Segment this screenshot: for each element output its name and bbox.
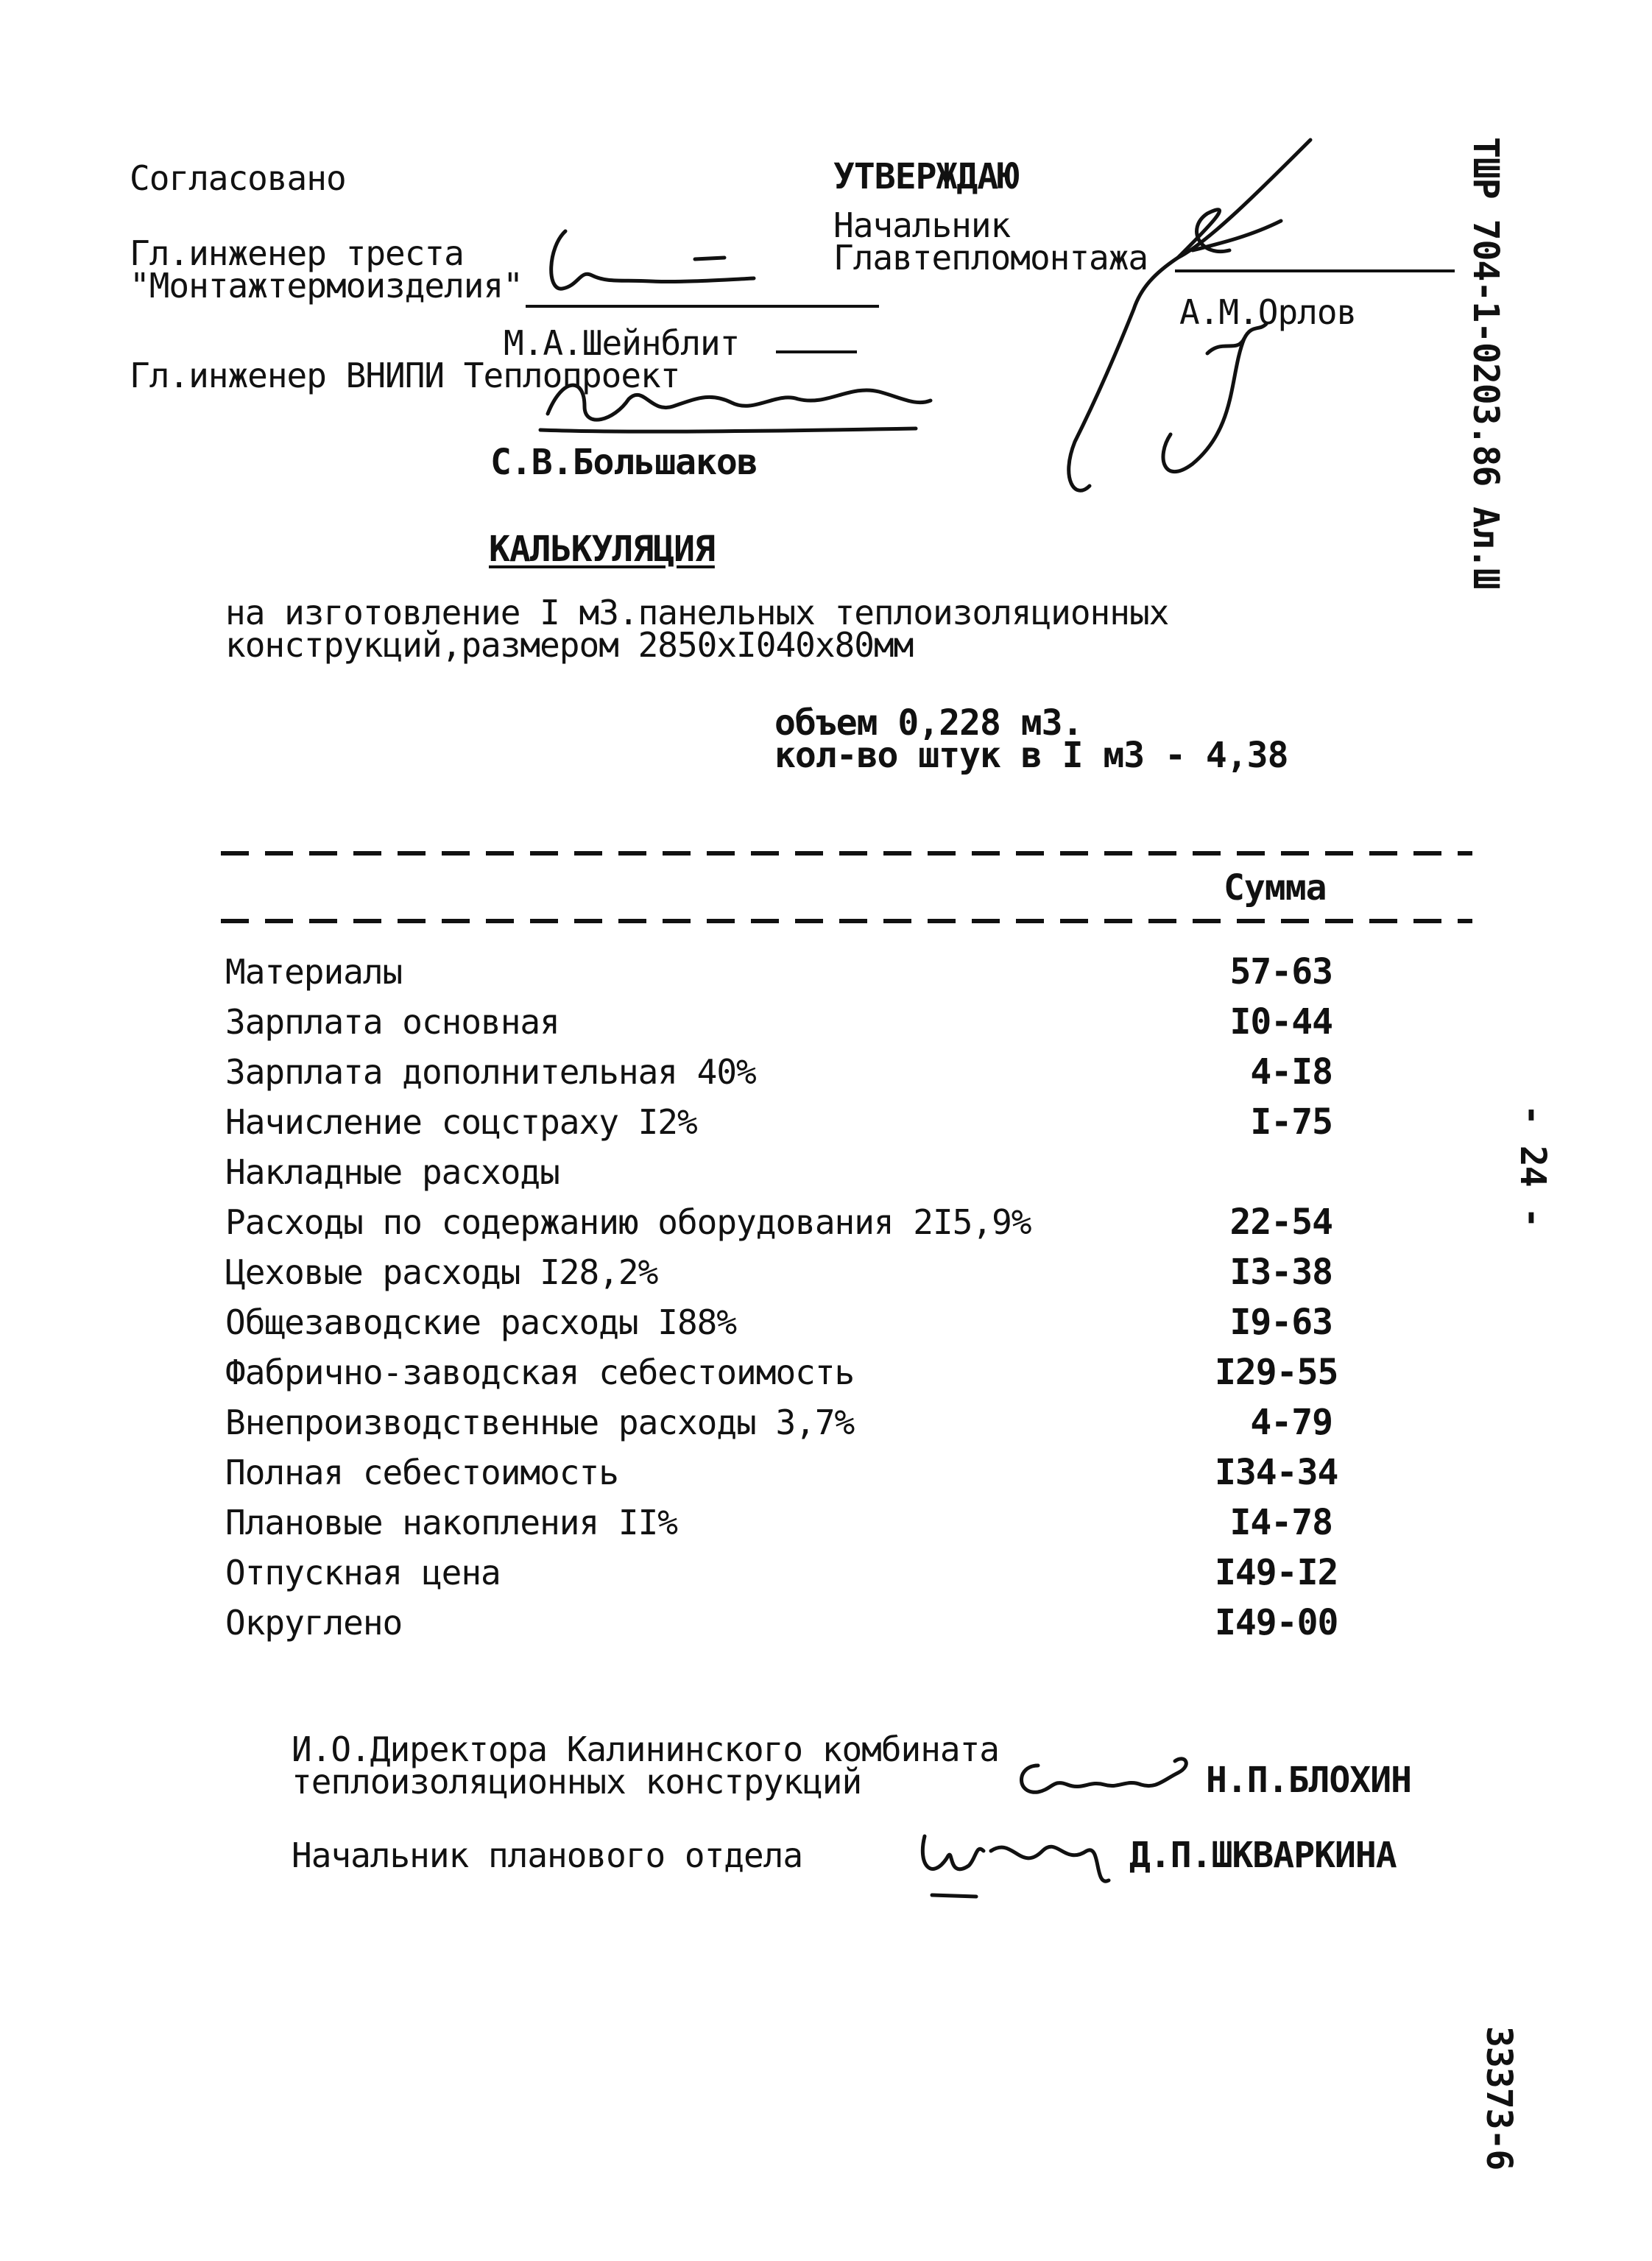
signatory-name-2: С.В.Большаков	[490, 442, 758, 483]
director-title-line2: теплоизоляционных конструкций	[292, 1762, 862, 1802]
signature-sheinblit	[533, 218, 769, 306]
row-label: Расходы по содержанию оборудования 2I5,9%	[225, 1202, 1031, 1242]
row-value: I29-55	[1215, 1352, 1338, 1393]
chief-engineer-vnipi-label: Гл.инженер ВНИПИ Теплопроект	[130, 356, 680, 395]
document-subtitle-line2: конструкций,размером 2850хI040х80мм	[225, 625, 914, 665]
signature-shkvarkina	[910, 1814, 1131, 1917]
signatory-name-3: А.М.Орлов	[1179, 292, 1357, 332]
trust-name-label: "Монтажтермоизделия"	[130, 266, 523, 306]
table-header-sum: Сумма	[1224, 867, 1327, 909]
document-subtitle-line1: на изготовление I м3.панельных теплоизоляционных	[225, 593, 1169, 632]
director-name: Н.П.БЛОХИН	[1206, 1760, 1411, 1801]
row-label: Общезаводские расходы I88%	[225, 1302, 737, 1342]
row-value: I3-38	[1229, 1252, 1332, 1293]
planning-dept-head-name: Д.П.ШКВАРКИНА	[1129, 1835, 1397, 1876]
row-label: Внепроизводственные расходы 3,7%	[225, 1403, 855, 1442]
inventory-number: 33373-6	[1478, 2026, 1519, 2170]
document-code: ТШР 704-1-0203.86 Ал.Ш	[1465, 137, 1506, 589]
row-label: Отпускная цена	[225, 1553, 501, 1592]
row-label: Плановые накопления II%	[225, 1503, 677, 1542]
table-top-dashed-rule	[221, 851, 1472, 856]
row-value: I49-I2	[1215, 1552, 1338, 1593]
row-value: 4-I8	[1250, 1051, 1332, 1093]
row-value: 57-63	[1229, 951, 1332, 992]
row-label: Фабрично-заводская себестоимость	[225, 1352, 855, 1392]
row-label: Зарплата основная	[225, 1002, 560, 1042]
row-value: I0-44	[1229, 1001, 1332, 1043]
planning-dept-head-title: Начальник планового отдела	[292, 1835, 803, 1875]
signature-orlov	[1016, 133, 1325, 515]
row-label: Накладные расходы	[225, 1152, 560, 1192]
signature-dash-1	[776, 350, 857, 353]
row-value: 22-54	[1229, 1202, 1332, 1243]
agreed-heading: Согласовано	[130, 158, 346, 198]
page-number: - 24 -	[1512, 1104, 1553, 1228]
director-title-line1: И.О.Директора Калининского комбината	[292, 1729, 999, 1769]
row-label: Цеховые расходы I28,2%	[225, 1252, 658, 1292]
volume-text: объем 0,228 м3.	[774, 702, 1083, 744]
row-label: Округлено	[225, 1603, 403, 1643]
row-value: I4-78	[1229, 1502, 1332, 1543]
table-header-dashed-rule	[221, 919, 1472, 923]
count-per-m3-text: кол-во штук в I м3 - 4,38	[774, 735, 1288, 776]
row-label: Зарплата дополнительная 40%	[225, 1052, 756, 1092]
signature-bolshakov	[533, 362, 945, 443]
row-value: I34-34	[1215, 1452, 1338, 1493]
row-value: I-75	[1250, 1101, 1332, 1143]
chief-engineer-trust-label: Гл.инженер треста	[130, 233, 464, 273]
approved-heading: УТВЕРЖДАЮ	[833, 156, 1019, 197]
row-value: 4-79	[1250, 1402, 1332, 1443]
row-label: Начисление соцстраху I2%	[225, 1102, 697, 1142]
department-label: Главтепломонтажа	[833, 238, 1148, 278]
signature-blokhin	[1009, 1743, 1215, 1810]
document-title: КАЛЬКУЛЯЦИЯ	[489, 529, 715, 570]
signatory-name-1: М.А.Шейнблит	[504, 323, 740, 363]
row-label: Полная себестоимость	[225, 1453, 618, 1492]
head-title-label: Начальник	[833, 205, 1011, 245]
row-value: I9-63	[1229, 1302, 1332, 1343]
row-label: Материалы	[225, 952, 403, 992]
row-value: I49-00	[1215, 1602, 1338, 1643]
